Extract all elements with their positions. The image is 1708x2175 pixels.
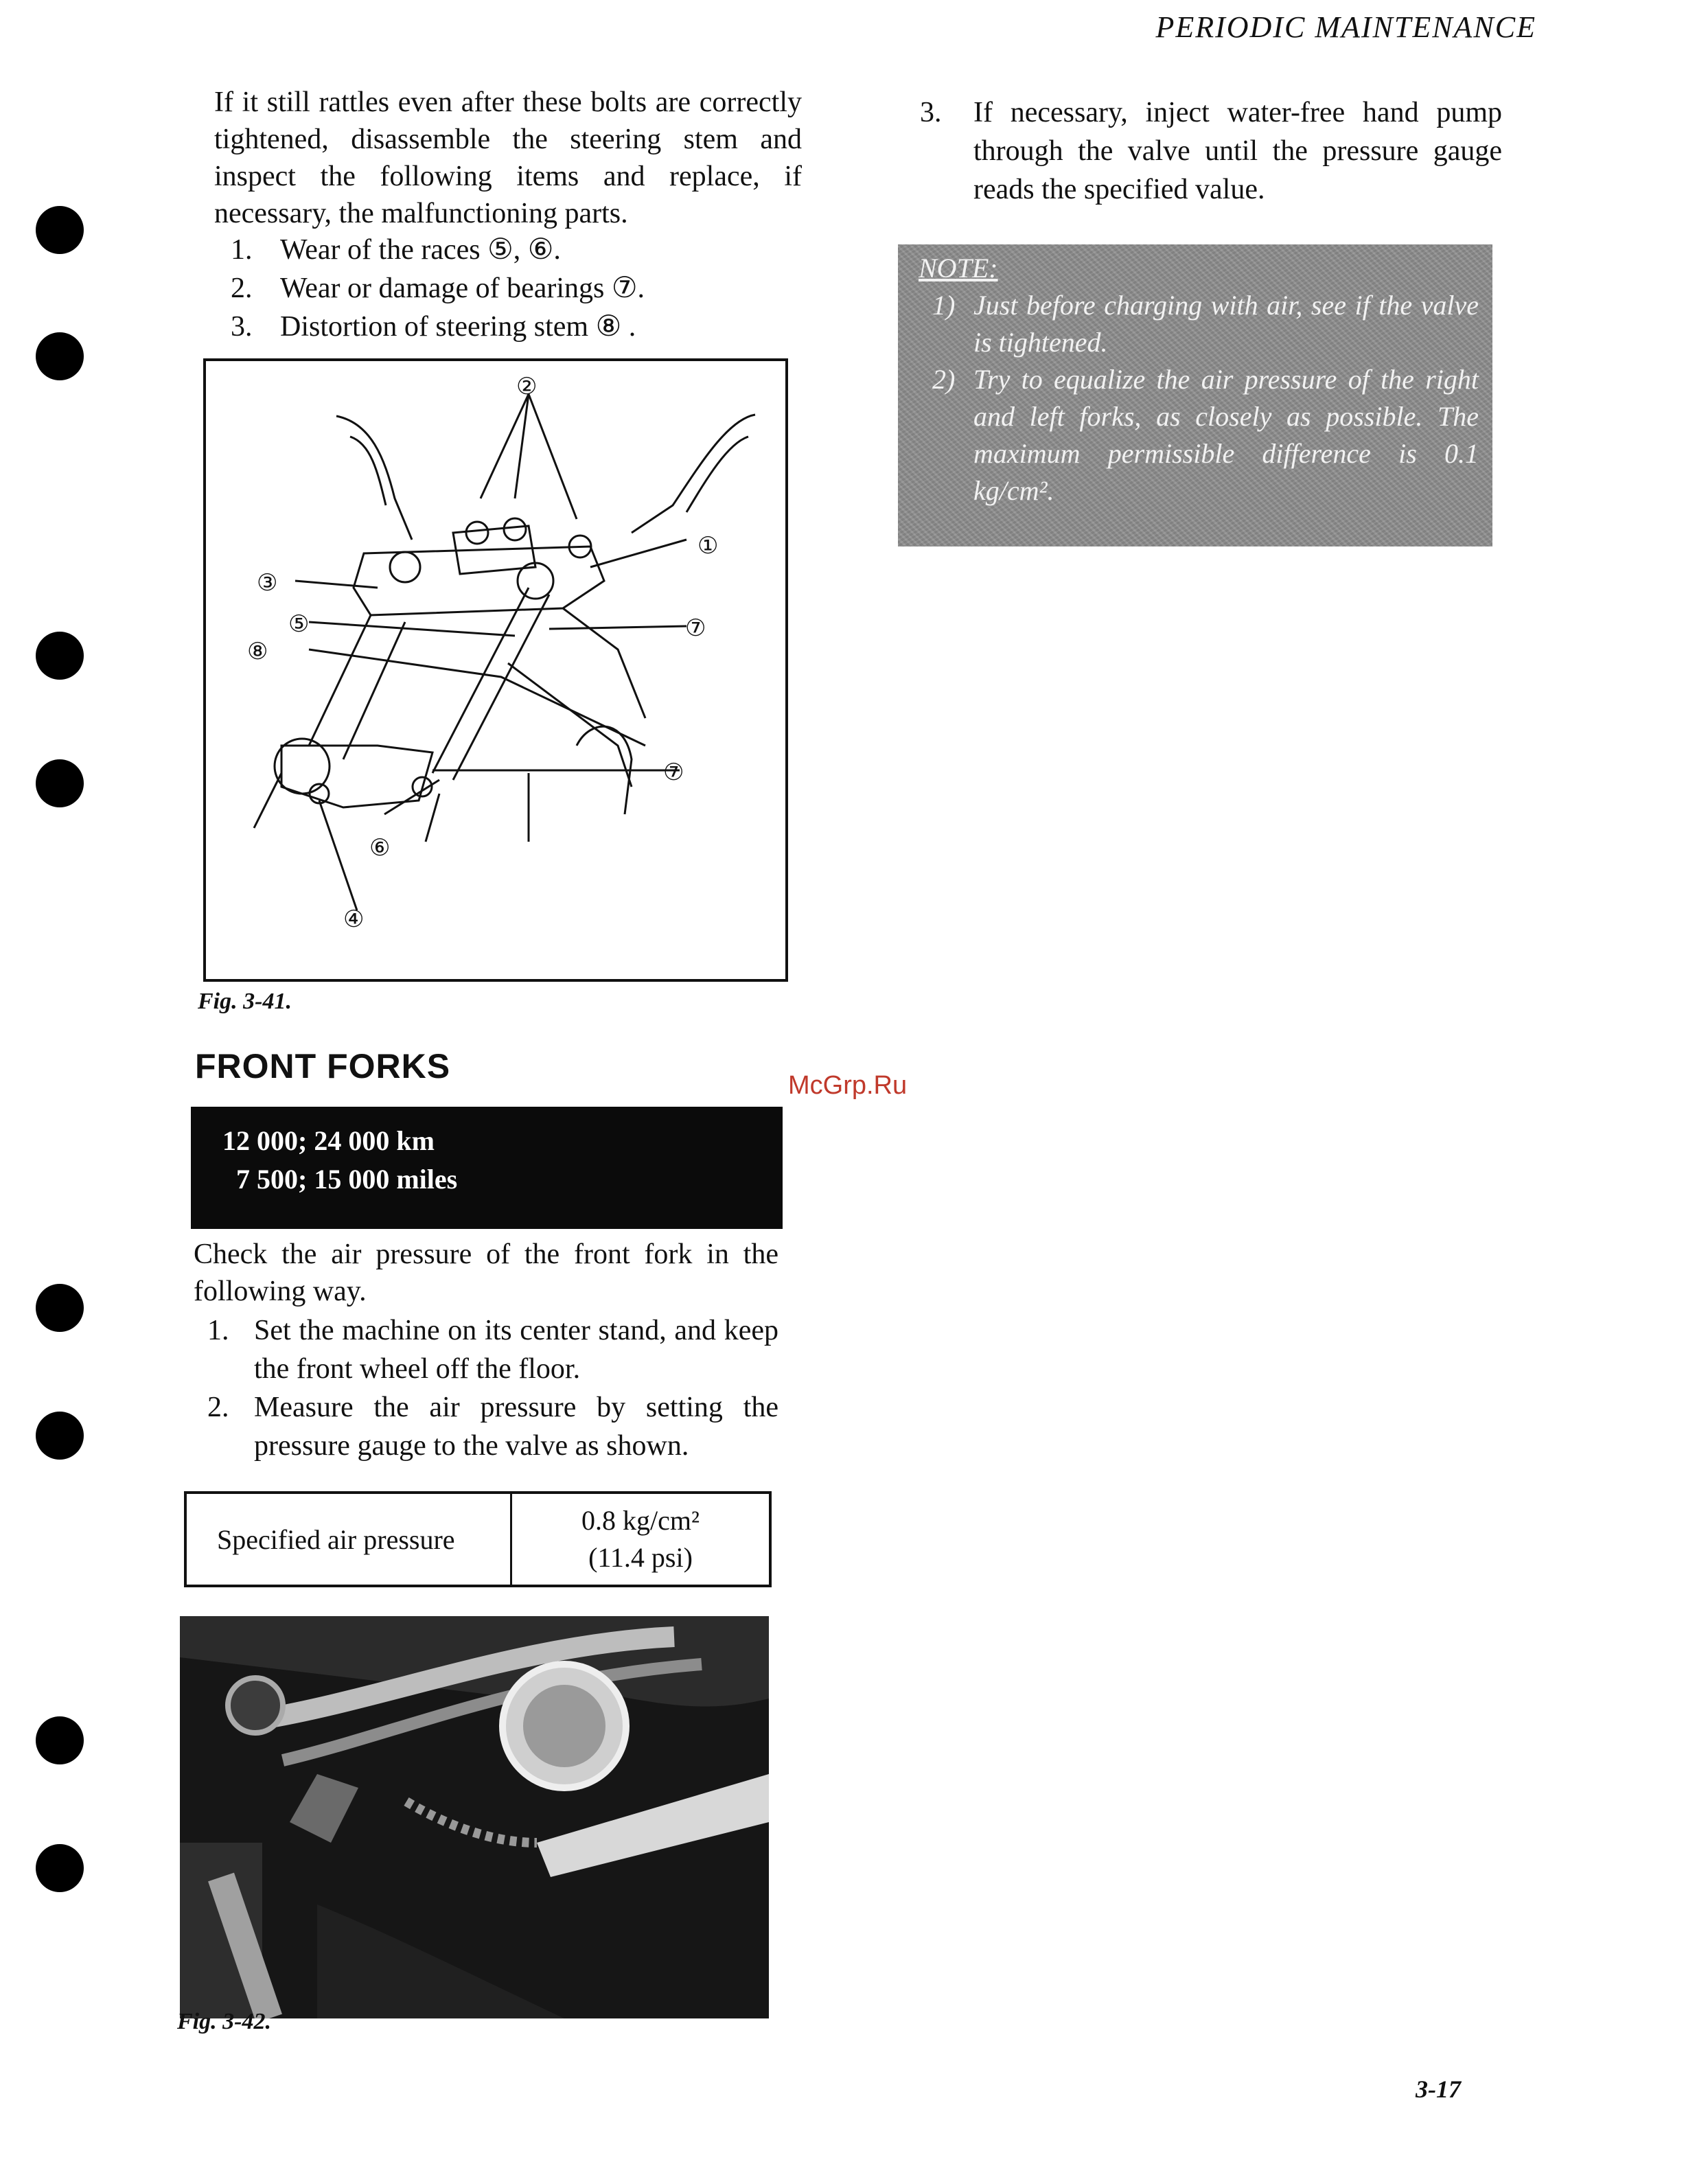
punch-hole (36, 632, 84, 680)
service-interval-box (191, 1107, 783, 1229)
callout-2: ② (516, 373, 538, 400)
callout-6: ⑥ (369, 834, 391, 862)
note-item: 2) Try to equalize the air pressure of the right and left forks, as closely as possible. The maximum permissible difference is 0.1 kg/cm². (932, 364, 1479, 506)
list-item: 3. Distortion of steering stem ⑧ . (231, 311, 636, 343)
check-steps (207, 1311, 778, 1465)
punch-hole (36, 206, 84, 254)
callout-8: ⑧ (247, 638, 268, 665)
callout-7a: ⑦ (685, 614, 706, 642)
running-header: PERIODIC MAINTENANCE (1155, 10, 1536, 44)
steering-head-diagram (206, 361, 785, 979)
punch-hole (36, 1284, 84, 1332)
list-item: 1. Wear of the races ⑤, ⑥. (231, 234, 561, 266)
section-title: FRONT FORKS (195, 1047, 451, 1085)
gauge-photo-illustration (180, 1616, 769, 2018)
check-intro-paragraph: Check the air pressure of the front fork in the following way. (194, 1239, 778, 1307)
watermark: McGrp.Ru (788, 1071, 908, 1100)
note-title: NOTE: (919, 253, 998, 284)
figure-caption: Fig. 3-42. (177, 2009, 271, 2034)
steering-intro-paragraph: If it still rattles even after these bolts are correctly tightened, disassemble the steering stem and inspect the following items and replace, if necessary, the malfunctioning parts. (214, 87, 802, 229)
spec-label: Specified air pressure (187, 1494, 512, 1585)
inject-step: 3. If necessary, inject water-free hand pump through the valve until the pressure gauge reads the specified value. (920, 97, 1502, 205)
spec-value-metric: 0.8 kg/cm² (581, 1505, 700, 1536)
callout-7b: ⑦ (663, 759, 684, 786)
pressure-gauge-photo (180, 1616, 769, 2018)
figure-caption: Fig. 3-41. (198, 989, 292, 1014)
air-pressure-spec-table (184, 1491, 772, 1587)
list-item: 2. Wear or damage of bearings ⑦. (231, 273, 645, 304)
note-item: 1) Just before charging with air, see if the valve is tightened. (932, 290, 1479, 358)
spec-value (512, 1494, 769, 1585)
inspection-list (231, 231, 800, 346)
punch-hole (36, 1716, 84, 1764)
callout-3: ③ (257, 569, 278, 597)
callout-4: ④ (343, 906, 365, 933)
list-item: 1. Set the machine on its center stand, and keep the front wheel off the floor. (207, 1315, 778, 1385)
steering-head-figure (203, 358, 788, 982)
callout-5: ⑤ (288, 610, 310, 638)
punch-hole (36, 1844, 84, 1892)
punch-hole (36, 332, 84, 380)
list-item: 2. Measure the air pressure by setting the pressure gauge to the valve as shown. (207, 1392, 778, 1462)
page-number: 3-17 (1416, 2075, 1461, 2103)
callout-1: ① (697, 532, 719, 560)
punch-hole (36, 759, 84, 807)
note-box (898, 244, 1492, 546)
punch-hole (36, 1412, 84, 1460)
interval-miles: 7 500; 15 000 miles (236, 1164, 458, 1195)
interval-km: 12 000; 24 000 km (222, 1125, 435, 1156)
spec-value-imperial: (11.4 psi) (588, 1542, 693, 1573)
